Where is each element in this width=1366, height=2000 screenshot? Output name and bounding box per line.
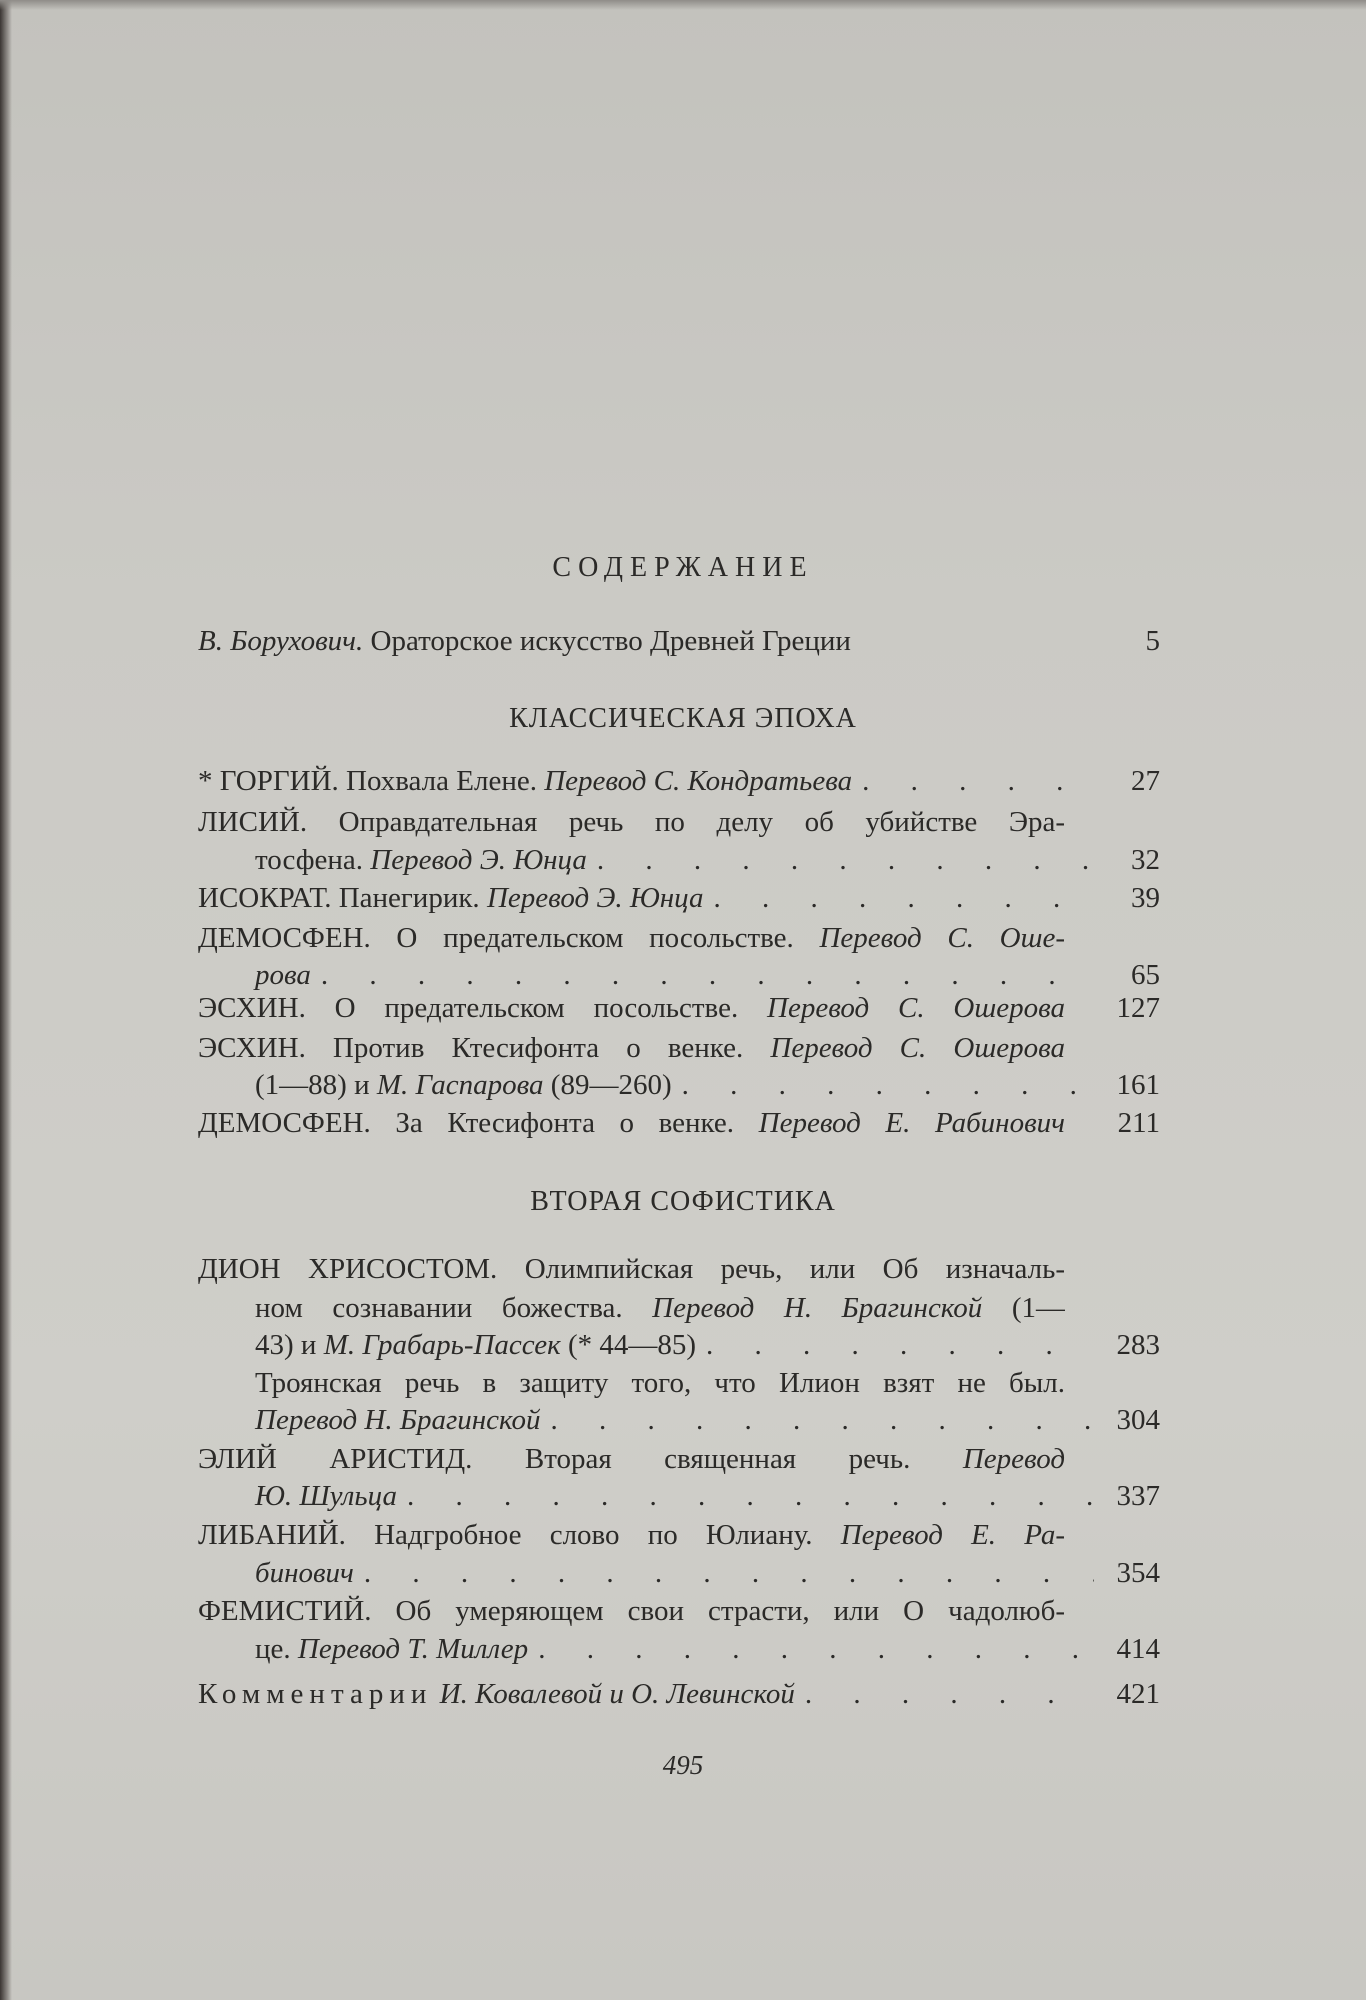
entry-title: ЭСХИН. Против Ктесифонта о венке. xyxy=(198,1032,771,1064)
page-ref: 32 xyxy=(1131,844,1160,876)
page-ref: 337 xyxy=(1116,1480,1160,1512)
toc-line xyxy=(198,1678,1160,1716)
entry-title: ЭСХИН. О предательском посольстве. xyxy=(198,992,768,1024)
page-ref: 283 xyxy=(1116,1329,1160,1361)
dot-leader xyxy=(321,959,1094,992)
entry-title: (1— xyxy=(982,1292,1065,1324)
toc-line xyxy=(198,1519,1160,1557)
toc-entry-text xyxy=(255,844,587,877)
toc-entry-text xyxy=(198,1678,795,1711)
entry-title: ФЕМИСТИЙ. Об умеряющем свои страсти, или О чадолюб- xyxy=(198,1595,1065,1627)
toc-line xyxy=(255,1069,1160,1107)
translator-credit: Перевод С. Кондратьева xyxy=(544,765,853,797)
translator-credit: Перевод Н. Брагинской xyxy=(652,1292,983,1324)
toc-entry-text xyxy=(198,1032,1065,1070)
entry-title: ЛИБАНИЙ. Надгробное слово по Юлиану. xyxy=(198,1519,841,1551)
dot-leader xyxy=(407,1480,1094,1513)
dot-leader xyxy=(805,1678,1094,1711)
toc-line xyxy=(198,922,1160,960)
toc-entry-text xyxy=(255,1404,541,1437)
toc-entry-text xyxy=(198,625,851,658)
toc-line xyxy=(198,992,1160,1030)
dot-leader xyxy=(862,765,1094,798)
translator-credit: Перевод С. Ошерова xyxy=(770,1032,1065,1064)
book-spine-edge xyxy=(0,0,12,2000)
translator-credit: Перевод Э. Юнца xyxy=(486,882,704,914)
entry-title: Троянская речь в защиту того, что Илион взят не был. xyxy=(255,1367,1065,1399)
toc-line xyxy=(198,806,1160,844)
page-ref: 304 xyxy=(1116,1404,1160,1436)
toc-entry-text xyxy=(198,992,1065,1030)
page-ref: 211 xyxy=(1117,1107,1160,1139)
translator-credit: бинович xyxy=(255,1557,354,1589)
translator-credit: И. Ковалевой и О. Левинской xyxy=(432,1678,795,1710)
page-number: 495 xyxy=(662,1750,704,1780)
toc-line xyxy=(255,1404,1160,1442)
page-ref: 354 xyxy=(1116,1557,1160,1589)
toc-entry-text xyxy=(198,1443,1065,1481)
entry-title: Комментарии xyxy=(198,1678,433,1710)
page-title: СОДЕРЖАНИЕ xyxy=(552,552,814,583)
toc-line xyxy=(255,1557,1160,1595)
translator-credit: М. Гаспарова xyxy=(376,1069,544,1101)
section-heading: ВТОРАЯ СОФИСТИКА xyxy=(530,1186,836,1217)
translator-credit: Перевод С. Ошерова xyxy=(767,992,1065,1024)
translator-credit: Ю. Шульца xyxy=(255,1480,397,1512)
toc-entry-text xyxy=(255,1367,1065,1405)
translator-credit: В. Борухович. xyxy=(198,625,364,657)
toc-entry-text xyxy=(198,1253,1065,1291)
toc-line xyxy=(198,1443,1160,1481)
toc-line xyxy=(255,844,1160,882)
toc-entry-text xyxy=(255,1292,1065,1330)
dot-leader xyxy=(682,1069,1094,1102)
toc-entry-text xyxy=(198,922,1065,960)
toc-entry-text xyxy=(198,806,1065,844)
page-ref: 5 xyxy=(1145,625,1160,657)
page-ref: 161 xyxy=(1116,1069,1160,1101)
translator-credit: М. Грабарь-Пассек xyxy=(323,1329,561,1361)
toc-entry-text xyxy=(255,1557,354,1590)
translator-credit: Перевод Н. Брагинской xyxy=(255,1404,541,1436)
entry-title: 43) и xyxy=(255,1329,324,1361)
entry-title: це. xyxy=(255,1633,298,1665)
entry-title: ДИОН ХРИСОСТОМ. Олимпийская речь, или Об изначаль- xyxy=(198,1253,1065,1285)
entry-title: (* 44—85) xyxy=(560,1329,697,1361)
toc-line xyxy=(255,1633,1160,1671)
toc-line xyxy=(255,1329,1160,1367)
dot-leader xyxy=(364,1557,1094,1590)
translator-credit: Перевод Э. Юнца xyxy=(370,844,587,876)
toc-line xyxy=(255,1292,1160,1330)
page-ref: 127 xyxy=(1116,992,1160,1024)
page-ref: 27 xyxy=(1131,765,1160,797)
translator-credit: Перевод Е. Ра- xyxy=(840,1519,1065,1551)
toc-entry-text xyxy=(198,1595,1065,1633)
entry-title: Ораторское искусство Древней Греции xyxy=(363,625,851,657)
translator-credit: рова xyxy=(255,959,311,991)
entry-title: (89—260) xyxy=(543,1069,672,1101)
toc-line xyxy=(198,625,1160,663)
entry-title: ЛИСИЙ. Оправдательная речь по делу об убийстве Эра- xyxy=(198,806,1065,838)
entry-title: ном сознавании божества. xyxy=(255,1292,653,1324)
toc-line xyxy=(255,1367,1160,1405)
toc-line xyxy=(198,765,1160,803)
translator-credit: Перевод xyxy=(962,1443,1065,1475)
toc-line xyxy=(198,1032,1160,1070)
toc-line xyxy=(198,1595,1160,1633)
page-ref: 414 xyxy=(1116,1633,1160,1665)
toc-line xyxy=(255,1480,1160,1518)
translator-credit: Перевод Т. Миллер xyxy=(297,1633,529,1665)
toc-entry-text xyxy=(198,882,704,915)
entry-title: * ГОРГИЙ. Похвала Елене. xyxy=(198,765,545,797)
entry-title: (1—88) и xyxy=(255,1069,377,1101)
toc-entry-text xyxy=(198,1107,1065,1145)
dot-leader xyxy=(706,1329,1094,1362)
toc-line xyxy=(198,1253,1160,1291)
dot-leader xyxy=(597,844,1094,877)
entry-title: ДЕМОСФЕН. За Ктесифонта о венке. xyxy=(198,1107,759,1139)
page-top-shadow xyxy=(0,0,1366,10)
entry-title: ИСОКРАТ. Панегирик. xyxy=(198,882,487,914)
toc-entry-text xyxy=(198,765,852,798)
toc-entry-text xyxy=(255,1329,696,1362)
toc-line xyxy=(198,882,1160,920)
translator-credit: Перевод С. Оше- xyxy=(819,922,1065,954)
page-ref: 39 xyxy=(1131,882,1160,914)
toc-entry-text xyxy=(255,1480,397,1513)
toc-line xyxy=(198,1107,1160,1145)
toc-entry-text xyxy=(255,959,311,992)
toc-entry-text xyxy=(255,1633,528,1666)
toc-entry-text xyxy=(198,1519,1065,1557)
entry-title: ДЕМОСФЕН. О предательском посольстве. xyxy=(198,922,820,954)
page-ref: 421 xyxy=(1116,1678,1160,1710)
dot-leader xyxy=(551,1404,1094,1437)
entry-title: ЭЛИЙ АРИСТИД. Вторая священная речь. xyxy=(198,1443,963,1475)
dot-leader xyxy=(538,1633,1094,1666)
dot-leader xyxy=(714,882,1094,915)
entry-title: тосфена. xyxy=(255,844,371,876)
section-heading: КЛАССИЧЕСКАЯ ЭПОХА xyxy=(509,703,857,734)
translator-credit: Перевод Е. Рабинович xyxy=(758,1107,1065,1139)
toc-entry-text xyxy=(255,1069,672,1102)
page-ref: 65 xyxy=(1131,959,1160,991)
